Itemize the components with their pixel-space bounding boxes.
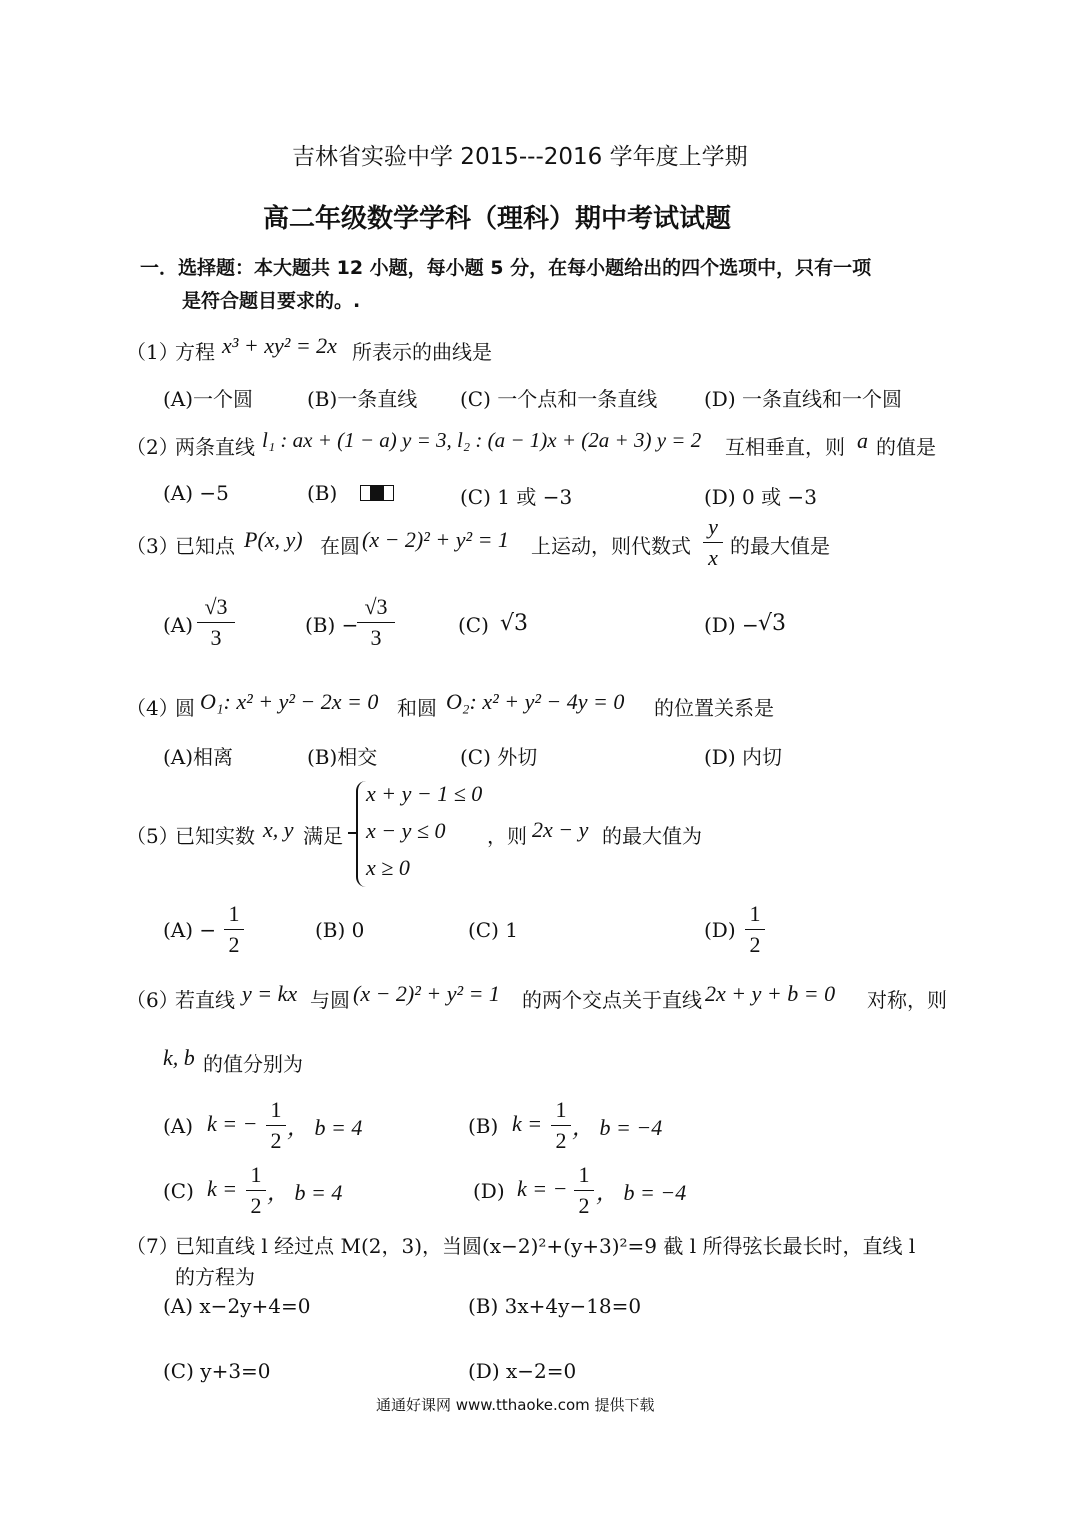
q2-option-b-missing-glyph-fill — [370, 485, 384, 501]
q3-option-d-value: √3 — [758, 611, 787, 636]
q4-option-d: (D) 内切 — [704, 745, 782, 769]
q6-text-c: 的两个交点关于直线 — [522, 988, 702, 1012]
q5-option-d-value: 1 2 — [745, 900, 765, 959]
q4-text-c: 的位置关系是 — [654, 696, 774, 720]
q6-option-b-k: k = — [512, 1111, 543, 1136]
q7-line1: 已知直线 l 经过点 M(2，3)，当圆(x−2)²+(y+3)²=9 截 l 所得弦长最长时，直线 l — [175, 1234, 916, 1258]
q1-option-b: (B)一条直线 — [307, 387, 418, 411]
q2-number: （2） — [126, 435, 179, 459]
q4-option-c: (C) 外切 — [460, 745, 538, 769]
q2-option-a: (A) −5 — [163, 481, 229, 505]
q2-text-c: 的值是 — [876, 435, 936, 459]
section-heading: 一．选择题：本大题共 12 小题，每小题 5 分，在每小题给出的四个选项中，只有一项 — [140, 257, 872, 279]
q6-number: （6） — [126, 988, 179, 1012]
q5-option-a-label: (A) − — [163, 918, 217, 942]
q3-option-c-value: √3 — [500, 611, 529, 636]
q3-number: （3） — [126, 534, 179, 558]
q1-option-a: (A)一个圆 — [163, 387, 254, 411]
q4-text-a: 圆 — [175, 696, 195, 720]
q3-option-a-value: √3 3 — [197, 593, 235, 652]
q1-equation: x³ + xy² = 2x — [222, 333, 337, 358]
q1-text-a: 方程 — [175, 340, 215, 364]
q3-option-b-value: √3 3 — [357, 593, 395, 652]
q6-circle-eq: (x − 2)² + y² = 1 — [353, 981, 500, 1006]
q3-option-c-label: (C) — [458, 613, 489, 637]
q6-option-c-b: ， b = 4 — [267, 1180, 343, 1205]
q5-option-d-label: (D) — [704, 918, 736, 942]
q6-option-c-frac: 1 2 — [246, 1161, 266, 1220]
header-line1: 吉林省实验中学 2015---2016 学年度上学期 — [292, 144, 748, 170]
footer-source: 通通好课网 www.tthaoke.com 提供下载 — [376, 1396, 655, 1414]
q6-text-a: 若直线 — [175, 988, 235, 1012]
exam-title: 高二年级数学学科（理科）期中考试试题 — [263, 204, 732, 234]
q5-vars: x, y — [263, 817, 294, 842]
q3-circle-eq: (x − 2)² + y² = 1 — [362, 527, 509, 552]
q1-option-d: (D) 一条直线和一个圆 — [704, 387, 902, 411]
q2-text-a: 两条直线 — [175, 435, 255, 459]
q2-option-b: (B) — [307, 481, 338, 505]
q7-option-c: (C) y+3=0 — [163, 1359, 271, 1383]
q6-line2-vars: k, b — [163, 1045, 195, 1070]
q3-text-d: 的最大值是 — [730, 534, 830, 558]
q5-text-d: 的最大值为 — [602, 824, 702, 848]
q3-option-a-label: (A) — [163, 613, 194, 637]
q1-number: （1） — [126, 340, 179, 364]
q3-point: P(x, y) — [244, 527, 303, 552]
q3-text-c: 上运动，则代数式 — [531, 534, 691, 558]
q6-option-b-b: ， b = −4 — [572, 1115, 663, 1140]
q6-option-d-label: (D) — [473, 1179, 505, 1203]
q6-option-c-k: k = — [207, 1176, 238, 1201]
q6-option-b-frac: 1 2 — [551, 1096, 571, 1155]
q6-sym-line-eq: 2x + y + b = 0 — [705, 981, 836, 1006]
q5-text-c: ，则 — [487, 824, 527, 848]
q6-option-a-frac: 1 2 — [266, 1096, 286, 1155]
q2-text-b: 互相垂直，则 — [725, 435, 845, 459]
q3-text-a: 已知点 — [175, 534, 235, 558]
q5-expr: 2x − y — [532, 817, 589, 842]
q6-text-b: 与圆 — [310, 988, 350, 1012]
q2-var-a: a — [857, 428, 868, 453]
q7-option-a: (A) x−2y+4=0 — [163, 1294, 311, 1318]
q7-option-b: (B) 3x+4y−18=0 — [468, 1294, 642, 1318]
q6-option-a-label: (A) — [163, 1114, 194, 1138]
q4-option-a: (A)相离 — [163, 745, 234, 769]
q5-system-brace — [356, 781, 366, 887]
q3-option-d-label: (D) − — [704, 613, 759, 637]
q2-option-d: (D) 0 或 −3 — [704, 485, 817, 509]
q3-option-b-label: (B) − — [305, 613, 359, 637]
q5-number: （5） — [126, 824, 179, 848]
q2-option-c: (C) 1 或 −3 — [460, 485, 573, 509]
q6-option-d-frac: 1 2 — [574, 1161, 594, 1220]
q4-eq-o2: O₂: x² + y² − 4y = 0 — [446, 689, 625, 714]
q5-text-a: 已知实数 — [175, 824, 255, 848]
q7-option-d: (D) x−2=0 — [468, 1359, 577, 1383]
q6-option-a-b: ， b = 4 — [287, 1115, 363, 1140]
q4-text-b: 和圆 — [397, 696, 437, 720]
q5-constraint-3: x ≥ 0 — [366, 855, 410, 880]
q4-option-b: (B)相交 — [307, 745, 378, 769]
q4-eq-o1: O₁: x² + y² − 2x = 0 — [200, 689, 379, 714]
q3-fraction-y-over-x: y x — [703, 513, 723, 572]
q6-option-d-k: k = − — [517, 1176, 568, 1201]
q6-option-a-k: k = − — [207, 1111, 258, 1136]
q4-number: （4） — [126, 696, 179, 720]
q6-option-d-b: ， b = −4 — [596, 1180, 687, 1205]
q5-option-c: (C) 1 — [468, 918, 518, 942]
q6-text-d: 对称，则 — [867, 988, 947, 1012]
q6-option-c-label: (C) — [163, 1179, 194, 1203]
q6-option-b-label: (B) — [468, 1114, 499, 1138]
q6-line2-text: 的值分别为 — [203, 1052, 303, 1076]
q5-option-b: (B) 0 — [315, 918, 365, 942]
q5-brace-tip — [348, 832, 357, 834]
q5-constraint-2: x − y ≤ 0 — [366, 818, 446, 843]
q6-line-eq: y = kx — [242, 981, 298, 1006]
q3-text-b: 在圆 — [320, 534, 360, 558]
q7-number: （7） — [126, 1234, 179, 1258]
q5-constraint-1: x + y − 1 ≤ 0 — [366, 781, 483, 806]
section-heading-cont: 是符合题目要求的。. — [182, 290, 361, 312]
q5-text-b: 满足 — [303, 824, 343, 848]
q7-line2: 的方程为 — [175, 1265, 255, 1289]
q2-equation: l₁ : ax + (1 − a) y = 3, l₂ : (a − 1)x + (2a + 3) y = 2 — [262, 428, 702, 452]
q5-option-a-value: 1 2 — [224, 900, 244, 959]
q1-option-c: (C) 一个点和一条直线 — [460, 387, 658, 411]
q1-text-b: 所表示的曲线是 — [352, 340, 492, 364]
